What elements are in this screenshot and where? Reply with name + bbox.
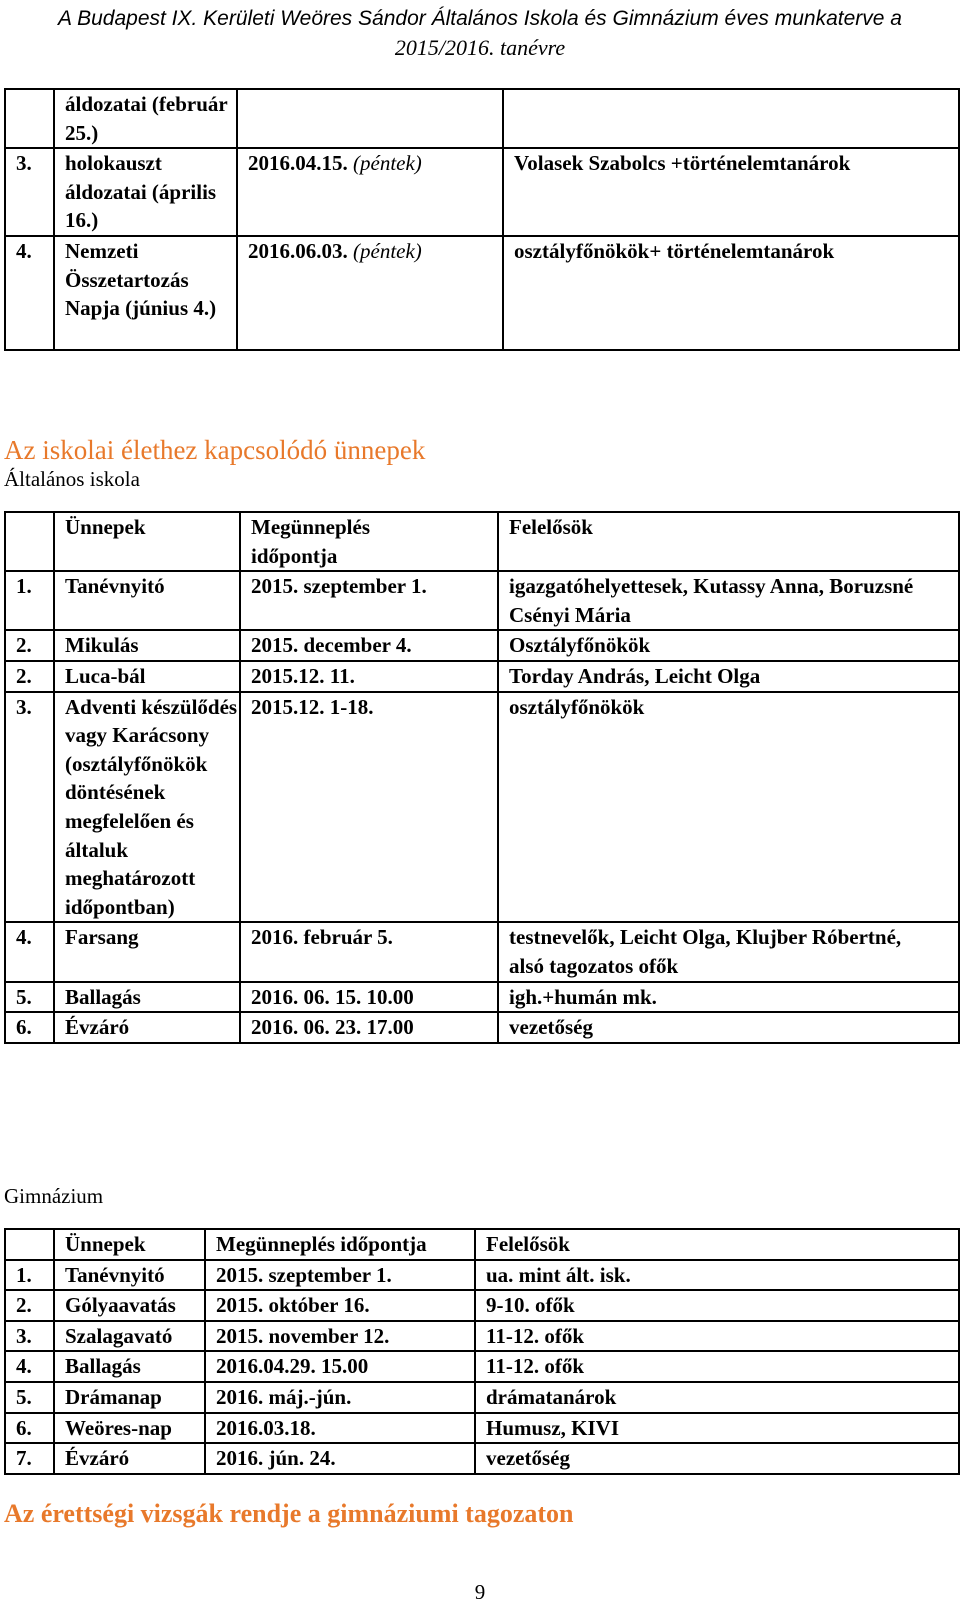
- celebration-responsible: drámatanárok: [475, 1382, 959, 1413]
- section-heading: Az iskolai élethez kapcsolódó ünnepek: [4, 435, 426, 465]
- celebration-date: 2015. november 12.: [205, 1321, 475, 1352]
- row-number: 4.: [5, 922, 54, 981]
- weekday: (péntek): [353, 238, 422, 263]
- celebration-responsible: igh.+humán mk.: [498, 982, 959, 1013]
- table-row: [5, 1012, 959, 1043]
- table-row: [5, 1443, 959, 1474]
- celebration-name: Ballagás: [54, 982, 240, 1013]
- header-cell-num: [5, 1229, 54, 1260]
- commemorations-table: [4, 88, 960, 351]
- table-row: [5, 661, 959, 692]
- celebration-name: Adventi készülődés vagy Karácsony (osztályfőnökök döntésének megfelelően és általuk meghatározott időpontban): [54, 692, 240, 923]
- elementary-celebrations-table: [4, 511, 960, 1044]
- row-number: 5.: [5, 982, 54, 1013]
- celebration-responsible: 9-10. ofők: [475, 1290, 959, 1321]
- row-number: 3.: [5, 1321, 54, 1352]
- table-row: [5, 630, 959, 661]
- table-row: [5, 1290, 959, 1321]
- row-number: 1.: [5, 571, 54, 630]
- table-row: [5, 922, 959, 981]
- date-value: 2016.04.15.: [248, 151, 348, 176]
- row-number: 2.: [5, 630, 54, 661]
- row-number: 3.: [5, 692, 54, 923]
- section-heading-exams: Az érettségi vizsgák rendje a gimnáziumi tagozaton: [4, 1499, 574, 1528]
- event-date: [237, 148, 503, 236]
- header-line-2: 2015/2016. tanévre: [394, 35, 566, 60]
- celebration-responsible: testnevelők, Leicht Olga, Klujber Róbertné, alsó tagozatos ofők: [498, 922, 959, 981]
- table-row: [5, 571, 959, 630]
- row-number: 6.: [5, 1413, 54, 1444]
- celebration-name: Szalagavató: [54, 1321, 205, 1352]
- event-responsible: Volasek Szabolcs +történelemtanárok: [503, 148, 959, 236]
- celebration-name: Weöres-nap: [54, 1413, 205, 1444]
- celebration-date: 2016.04.29. 15.00: [205, 1351, 475, 1382]
- celebration-name: Mikulás: [54, 630, 240, 661]
- celebration-responsible: osztályfőnökök: [498, 692, 959, 923]
- table-row: [5, 236, 959, 350]
- table-row: [5, 89, 959, 148]
- celebration-date: 2016.03.18.: [205, 1413, 475, 1444]
- event-name: Nemzeti Összetartozás Napja (június 4.): [54, 236, 237, 350]
- row-number: 2.: [5, 661, 54, 692]
- header-date: Megünneplés időpontja: [240, 512, 498, 571]
- table-row: [5, 1321, 959, 1352]
- event-responsible: osztályfőnökök+ történelemtanárok: [503, 236, 959, 350]
- event-date: [237, 89, 503, 148]
- celebration-date: 2015. december 4.: [240, 630, 498, 661]
- section-subtitle: Általános iskola: [4, 467, 140, 491]
- celebration-name: Évzáró: [54, 1443, 205, 1474]
- date-value: 2016.06.03.: [248, 238, 348, 263]
- celebration-responsible: ua. mint ált. isk.: [475, 1260, 959, 1291]
- celebration-date: 2015.12. 11.: [240, 661, 498, 692]
- celebration-responsible: Torday András, Leicht Olga: [498, 661, 959, 692]
- row-number: 1.: [5, 1260, 54, 1291]
- celebration-date: 2016. 06. 15. 10.00: [240, 982, 498, 1013]
- header-responsible: Felelősök: [498, 512, 959, 571]
- row-number: 5.: [5, 1382, 54, 1413]
- table-row: [5, 692, 959, 923]
- event-date: [237, 236, 503, 350]
- celebration-responsible: 11-12. ofők: [475, 1321, 959, 1352]
- celebration-responsible: vezetőség: [498, 1012, 959, 1043]
- celebration-name: Évzáró: [54, 1012, 240, 1043]
- celebration-name: Tanévnyitó: [54, 571, 240, 630]
- row-number: 3.: [5, 148, 54, 236]
- celebration-responsible: vezetőség: [475, 1443, 959, 1474]
- celebration-name: Gólyaavatás: [54, 1290, 205, 1321]
- celebration-responsible: 11-12. ofők: [475, 1351, 959, 1382]
- row-number: 7.: [5, 1443, 54, 1474]
- table-row: [5, 148, 959, 236]
- header-line-1: A Budapest IX. Kerületi Weöres Sándor Általános Iskola és Gimnázium éves munkaterve a: [58, 7, 902, 30]
- section-subtitle: Gimnázium: [4, 1184, 104, 1208]
- table-header-row: [5, 1229, 959, 1260]
- celebration-name: Luca-bál: [54, 661, 240, 692]
- celebration-name: Tanévnyitó: [54, 1260, 205, 1291]
- celebration-date: 2015. szeptember 1.: [240, 571, 498, 630]
- row-number: [5, 89, 54, 148]
- row-number: 4.: [5, 236, 54, 350]
- table-row: [5, 1382, 959, 1413]
- celebration-name: Drámanap: [54, 1382, 205, 1413]
- header-celebrations: Ünnepek: [54, 512, 240, 571]
- celebration-date: 2016. 06. 23. 17.00: [240, 1012, 498, 1043]
- celebration-date: 2016. jún. 24.: [205, 1443, 475, 1474]
- celebration-date: 2015.12. 1-18.: [240, 692, 498, 923]
- header-cell-num: [5, 512, 54, 571]
- header-celebrations: Ünnepek: [54, 1229, 205, 1260]
- row-number: 6.: [5, 1012, 54, 1043]
- celebration-date: 2016. február 5.: [240, 922, 498, 981]
- page-header: [0, 4, 960, 62]
- celebration-responsible: Osztályfőnökök: [498, 630, 959, 661]
- table-row: [5, 1351, 959, 1382]
- celebration-date: 2015. október 16.: [205, 1290, 475, 1321]
- celebration-responsible: igazgatóhelyettesek, Kutassy Anna, Boruzsné Csényi Mária: [498, 571, 959, 630]
- celebration-date: 2015. szeptember 1.: [205, 1260, 475, 1291]
- gymnasium-celebrations-table: [4, 1228, 960, 1475]
- celebration-name: Farsang: [54, 922, 240, 981]
- event-name: holokauszt áldozatai (április 16.): [54, 148, 237, 236]
- page-number: 9: [474, 1580, 486, 1604]
- celebration-name: Ballagás: [54, 1351, 205, 1382]
- celebration-date: 2016. máj.-jún.: [205, 1382, 475, 1413]
- table-header-row: [5, 512, 959, 571]
- celebration-responsible: Humusz, KIVI: [475, 1413, 959, 1444]
- table-row: [5, 982, 959, 1013]
- table-row: [5, 1260, 959, 1291]
- row-number: 4.: [5, 1351, 54, 1382]
- table-row: [5, 1413, 959, 1444]
- row-number: 2.: [5, 1290, 54, 1321]
- header-responsible: Felelősök: [475, 1229, 959, 1260]
- header-date: Megünneplés időpontja: [205, 1229, 475, 1260]
- weekday: (péntek): [353, 151, 422, 176]
- event-name: áldozatai (február 25.): [54, 89, 237, 148]
- event-responsible: [503, 89, 959, 148]
